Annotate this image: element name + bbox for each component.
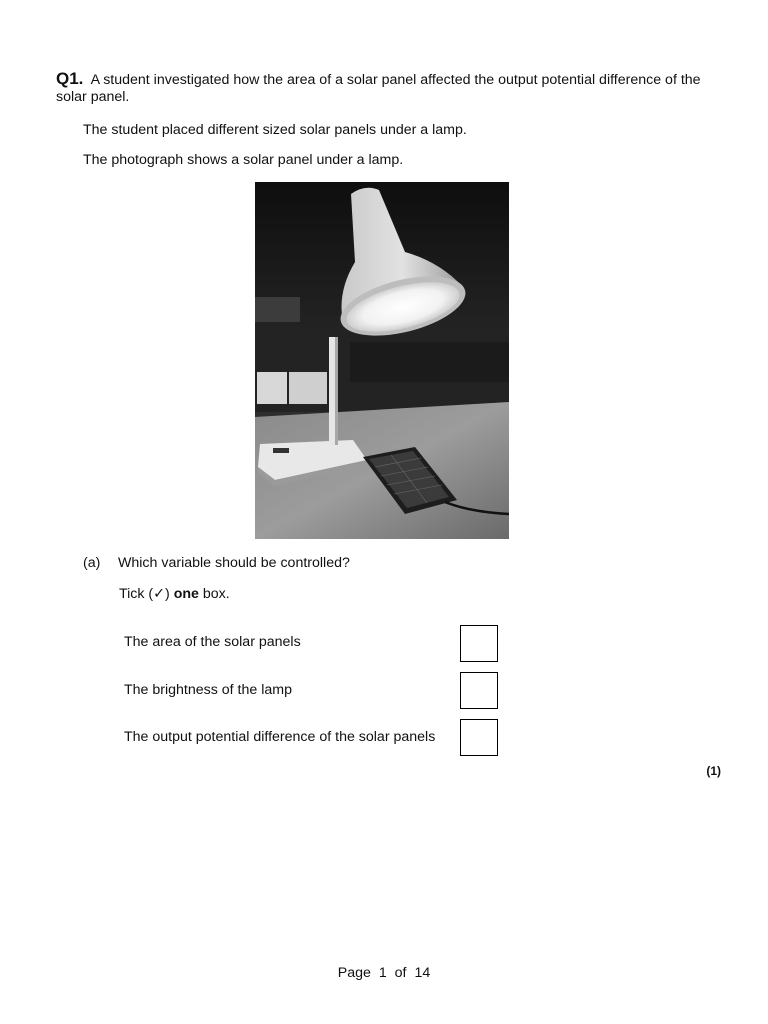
of-word: of (394, 965, 407, 981)
option-checkbox-area[interactable] (460, 625, 498, 662)
question-intro-text: A student investigated how the area of a solar panel affected the output potential difference of the solar panel. (56, 72, 701, 105)
page-word: Page (337, 965, 371, 981)
setup-text: The student placed different sized solar panels under a lamp. (83, 122, 467, 138)
page-number: 1 (378, 965, 387, 981)
marks-label: (1) (706, 764, 721, 778)
instruction-mid: ) (165, 586, 174, 602)
part-label: (a) (83, 555, 101, 571)
question-intro (56, 70, 716, 106)
option-label-brightness: The brightness of the lamp (124, 682, 292, 698)
instruction-suffix: box. (198, 586, 230, 602)
question-number: Q1. (56, 69, 84, 88)
photo-caption: The photograph shows a solar panel under a lamp. (83, 152, 404, 168)
tick-mark-icon: ✓ (153, 586, 166, 602)
option-checkbox-output-pd[interactable] (460, 719, 498, 756)
page-footer (0, 965, 768, 981)
tick-instruction (119, 586, 230, 602)
instruction-bold: one (173, 586, 199, 602)
instruction-prefix: Tick ( (119, 586, 154, 602)
total-pages: 14 (414, 965, 431, 981)
lamp-solar-panel-photo (255, 182, 509, 539)
option-label-output-pd: The output potential difference of the solar panels (124, 729, 436, 745)
option-label-area: The area of the solar panels (124, 634, 301, 650)
option-checkbox-brightness[interactable] (460, 672, 498, 709)
part-question: Which variable should be controlled? (118, 555, 350, 571)
